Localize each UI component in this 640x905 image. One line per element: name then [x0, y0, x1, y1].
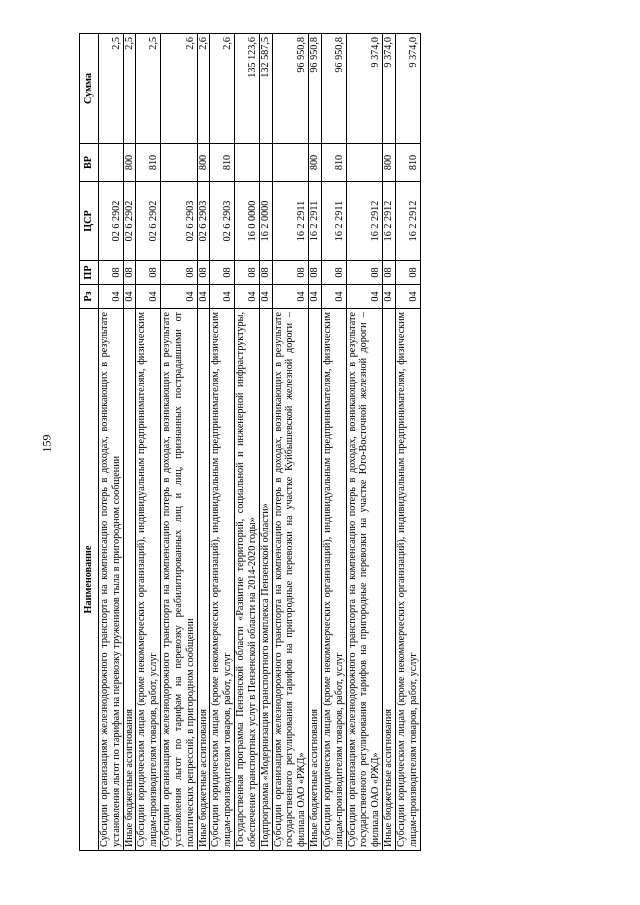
row-sum: 96 950,8	[272, 34, 308, 144]
table-header-row	[80, 34, 99, 851]
row-rz: 04	[123, 285, 136, 309]
table-row	[395, 34, 420, 851]
row-rz: 04	[383, 285, 396, 309]
row-pr: 08	[161, 261, 197, 285]
row-sum: 96 950,8	[321, 34, 346, 144]
header-pr: ПР	[80, 261, 99, 285]
table-row	[99, 34, 124, 851]
row-csr: 16 2 0000	[259, 182, 272, 261]
row-rz: 04	[99, 285, 124, 309]
table-row	[346, 34, 382, 851]
row-rz: 04	[161, 285, 197, 309]
row-csr: 16 2 2911	[309, 182, 322, 261]
page-number: 159	[39, 434, 54, 453]
row-name: Подпрограмма «Модернизация транспортного комплекса Пензенской области»	[259, 309, 272, 851]
row-rz: 04	[346, 285, 382, 309]
row-vr	[272, 144, 308, 182]
row-pr: 08	[395, 261, 420, 285]
row-sum: 9 374,0	[383, 34, 396, 144]
row-vr: 800	[197, 144, 210, 182]
row-rz: 04	[235, 285, 260, 309]
row-name: Субсидии юридическим лицам (кроме некоммерческих организаций), индивидуальным предпринимателям, физическим лицам-производителям товаров, работ, услуг	[210, 309, 235, 851]
header-sum: Сумма	[80, 34, 99, 144]
row-pr: 08	[123, 261, 136, 285]
table-row	[123, 34, 136, 851]
row-vr: 800	[123, 144, 136, 182]
row-vr: 800	[383, 144, 396, 182]
row-rz: 04	[136, 285, 161, 309]
row-pr: 08	[210, 261, 235, 285]
row-name: Иные бюджетные ассигнования	[383, 309, 396, 851]
row-sum: 135 123,6	[235, 34, 260, 144]
row-pr: 08	[235, 261, 260, 285]
row-vr: 810	[210, 144, 235, 182]
row-csr: 02 6 2903	[161, 182, 197, 261]
row-vr: 810	[321, 144, 346, 182]
row-sum: 2,5	[99, 34, 124, 144]
row-pr: 08	[259, 261, 272, 285]
row-rz: 04	[321, 285, 346, 309]
row-vr	[99, 144, 124, 182]
table-row	[272, 34, 308, 851]
row-sum: 9 374,0	[395, 34, 420, 144]
row-csr: 16 2 2911	[272, 182, 308, 261]
row-name: Субсидии юридическим лицам (кроме некоммерческих организаций), индивидуальным предпринимателям, физическим лицам-производителям товаров, работ, услуг	[321, 309, 346, 851]
table-row	[321, 34, 346, 851]
table-row	[309, 34, 322, 851]
row-name: Субсидии юридическим лицам (кроме некоммерческих организаций), индивидуальным предпринимателям, физическим лицам-производителям товаров, работ, услуг	[395, 309, 420, 851]
header-name: Наименование	[80, 309, 99, 851]
row-vr	[161, 144, 197, 182]
row-csr: 02 6 2902	[99, 182, 124, 261]
table-row	[235, 34, 260, 851]
table-row	[161, 34, 197, 851]
row-csr: 16 2 2912	[395, 182, 420, 261]
row-csr: 16 0 0000	[235, 182, 260, 261]
row-name: Субсидии организациям железнодорожного транспорта на компенсацию потерь в доходах, возникающих в результате установления льгот по тарифам на перевозку тружеников тыла в пригородном сообщении	[99, 309, 124, 851]
row-sum: 2,6	[161, 34, 197, 144]
row-vr: 810	[136, 144, 161, 182]
row-sum: 9 374,0	[346, 34, 382, 144]
header-rz: Рз	[80, 285, 99, 309]
row-name: Субсидии организациям железнодорожного транспорта на компенсацию потерь в доходах, возникающих в результате государственного регулирования тарифов на пригородные перевозки на участке Куйбышевской железной дороги – филиала ОАО «РЖД»	[272, 309, 308, 851]
row-name: Субсидии организациям железнодорожного транспорта на компенсацию потерь в доходах, возникающих в результате государственного регулирования тарифов на пригородные перевозки на участке Юго-Восточной железной дороги – филиала ОАО «РЖД»	[346, 309, 382, 851]
row-sum: 2,5	[136, 34, 161, 144]
row-rz: 04	[259, 285, 272, 309]
header-vr: ВР	[80, 144, 99, 182]
row-csr: 02 6 2903	[197, 182, 210, 261]
row-rz: 04	[272, 285, 308, 309]
table-row	[259, 34, 272, 851]
row-csr: 02 6 2902	[136, 182, 161, 261]
rotated-table-container	[79, 34, 534, 851]
row-pr: 08	[197, 261, 210, 285]
row-vr	[259, 144, 272, 182]
row-pr: 08	[136, 261, 161, 285]
row-rz: 04	[309, 285, 322, 309]
row-rz: 04	[197, 285, 210, 309]
row-vr	[235, 144, 260, 182]
row-rz: 04	[395, 285, 420, 309]
row-pr: 08	[99, 261, 124, 285]
row-csr: 02 6 2902	[123, 182, 136, 261]
row-name: Субсидии организациям железнодорожного транспорта на компенсацию потерь в доходах, возникающих в результате установления льгот по тарифам на перевозку реабилитированных лиц и лиц, признанных пострадавшими от политических репрессий, в пригородном сообщении	[161, 309, 197, 851]
row-name: Субсидии юридическим лицам (кроме некоммерческих организаций), индивидуальным предпринимателям, физическим лицам-производителям товаров, работ, услуг	[136, 309, 161, 851]
row-csr: 02 6 2903	[210, 182, 235, 261]
row-pr: 08	[383, 261, 396, 285]
row-vr	[346, 144, 382, 182]
row-csr: 16 2 2911	[321, 182, 346, 261]
table-row	[136, 34, 161, 851]
table-row	[210, 34, 235, 851]
row-sum: 2,6	[210, 34, 235, 144]
row-name: Иные бюджетные ассигнования	[123, 309, 136, 851]
row-sum: 132 587,5	[259, 34, 272, 144]
header-csr: ЦСР	[80, 182, 99, 261]
budget-table	[79, 33, 421, 851]
row-pr: 08	[272, 261, 308, 285]
row-sum: 96 950,8	[309, 34, 322, 144]
table-row	[383, 34, 396, 851]
row-vr: 800	[309, 144, 322, 182]
row-pr: 08	[309, 261, 322, 285]
row-vr: 810	[395, 144, 420, 182]
row-csr: 16 2 2912	[383, 182, 396, 261]
row-sum: 2,6	[197, 34, 210, 144]
row-sum: 2,5	[123, 34, 136, 144]
row-csr: 16 2 2912	[346, 182, 382, 261]
table-row	[197, 34, 210, 851]
row-pr: 08	[321, 261, 346, 285]
row-pr: 08	[346, 261, 382, 285]
row-name: Иные бюджетные ассигнования	[309, 309, 322, 851]
row-name: Государственная программа Пензенской области «Развитие территорий, социальной и инженерной инфраструктуры, обеспечение транспортных услуг в Пензенской области на 2014-2020 годы»	[235, 309, 260, 851]
row-rz: 04	[210, 285, 235, 309]
row-name: Иные бюджетные ассигнования	[197, 309, 210, 851]
